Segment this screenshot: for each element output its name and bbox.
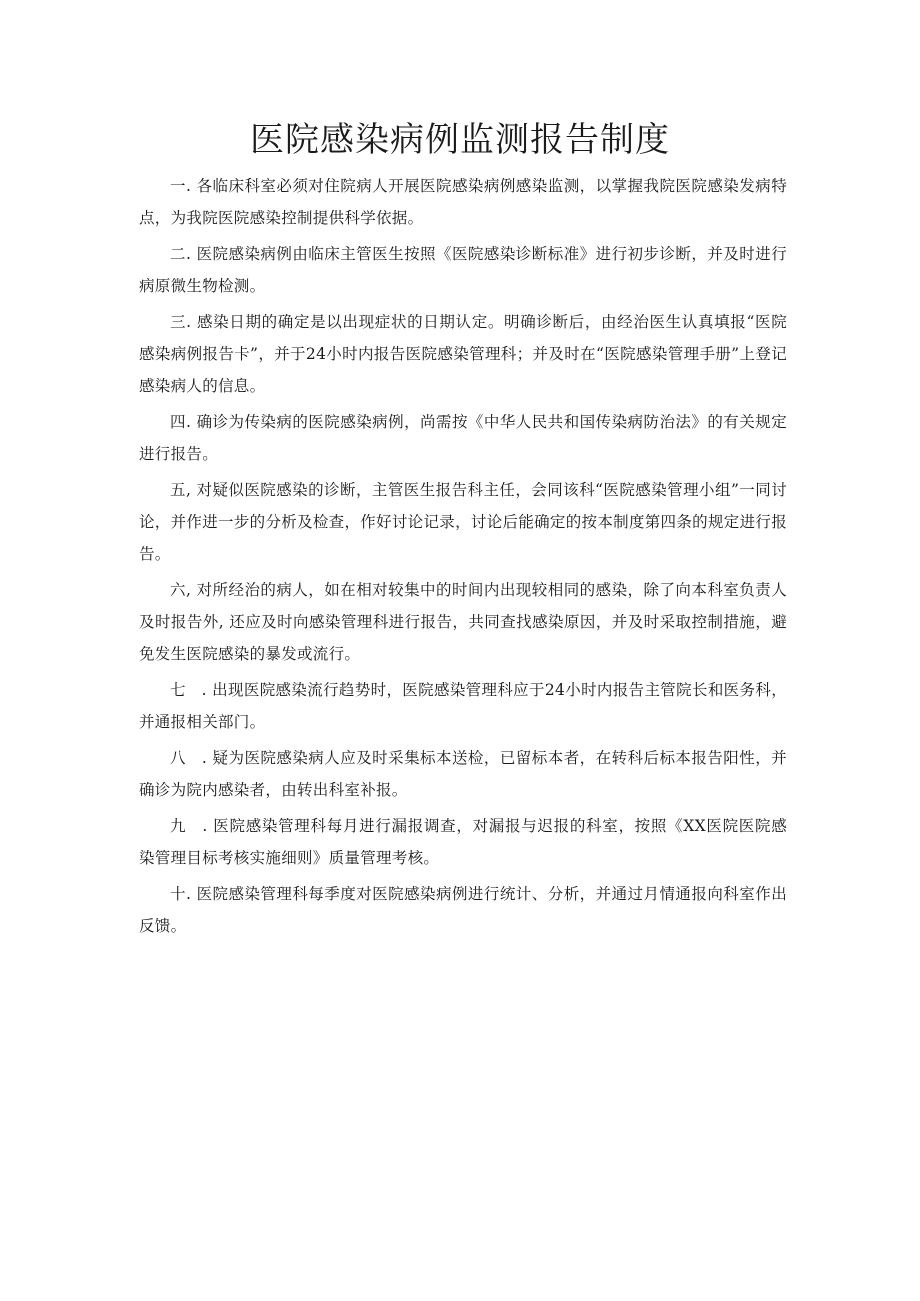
document-body bbox=[139, 170, 787, 946]
paragraph-8: 八 . 疑为医院感染病人应及时采集标本送检，已留标本者，在转科后标本报告阳性，并确诊为院内感染者，由转出科室补报。 bbox=[139, 749, 787, 799]
paragraph-3: 三. 感染日期的确定是以出现症状的日期认定。明确诊断后，由经治医生认真填报“医院感染病例报告卡”，并于24小时内报告医院感染管理科；并及时在“医院感染管理手册”上登记感染病人的信息。 bbox=[139, 313, 787, 395]
paragraph-6: 六, 对所经治的病人，如在相对较集中的时间内出现较相同的感染，除了向本科室负责人及时报告外, 还应及时向感染管理科进行报告，共同查找感染原因，并及时采取控制措施，避免发生医院感染的暴发或流行。 bbox=[139, 581, 787, 663]
paragraph-10: 十. 医院感染管理科每季度对医院感染病例进行统计、分析，并通过月情通报向科室作出反馈。 bbox=[139, 885, 787, 935]
paragraph-4: 四. 确诊为传染病的医院感染病例，尚需按《中华人民共和国传染病防治法》的有关规定进行报告。 bbox=[139, 413, 787, 463]
paragraph-2: 二. 医院感染病例由临床主管医生按照《医院感染诊断标准》进行初步诊断，并及时进行病原微生物检测。 bbox=[139, 245, 787, 295]
paragraph-7: 七 . 出现医院感染流行趋势时，医院感染管理科应于24小时内报告主管院长和医务科，并通报相关部门。 bbox=[139, 681, 787, 731]
document-title: 医院感染病例监测报告制度 bbox=[250, 120, 670, 160]
paragraph-1: 一. 各临床科室必须对住院病人开展医院感染病例感染监测，以掌握我院医院感染发病特点，为我院医院感染控制提供科学依据。 bbox=[139, 177, 787, 227]
paragraph-5: 五, 对疑似医院感染的诊断，主管医生报告科主任，会同该科“医院感染管理小组”一同讨论，并作进一步的分析及检查，作好讨论记录，讨论后能确定的按本制度第四条的规定进行报告。 bbox=[139, 481, 787, 563]
paragraph-9: 九 . 医院感染管理科每月进行漏报调查，对漏报与迟报的科室，按照《XX医院医院感染管理目标考核实施细则》质量管理考核。 bbox=[139, 817, 787, 867]
